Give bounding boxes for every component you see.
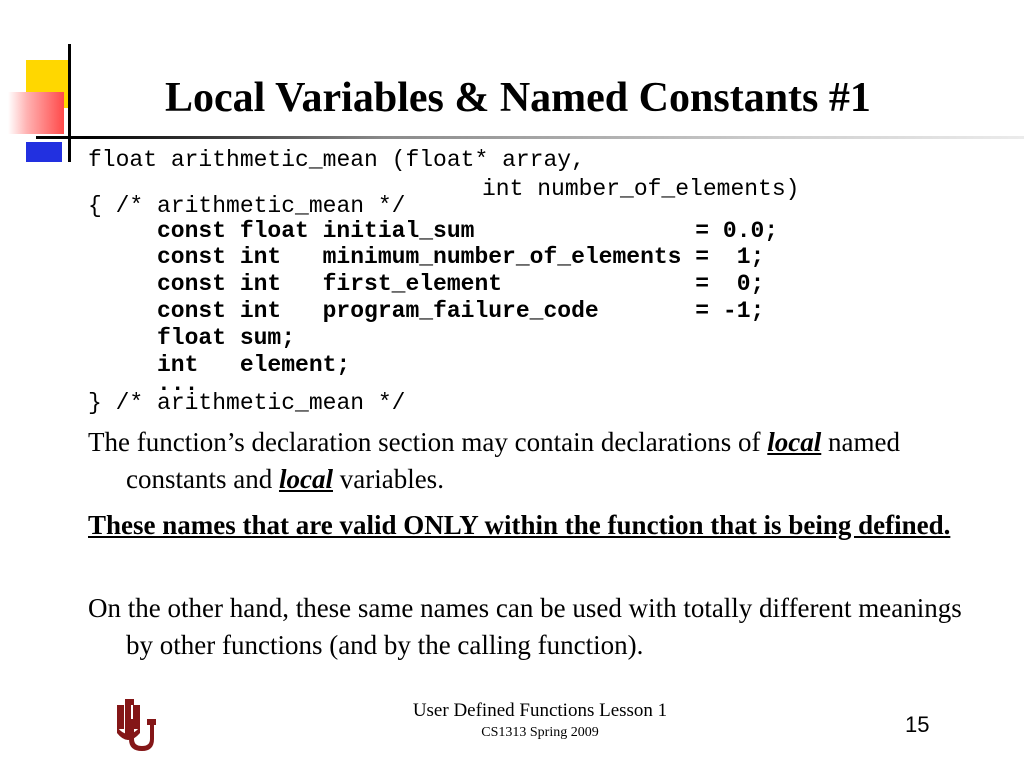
code-declaration-line: const int minimum_number_of_elements = 1; [157, 244, 765, 270]
slide-title: Local Variables & Named Constants #1 [165, 75, 871, 121]
decor-vertical-line [68, 44, 71, 162]
code-declaration-line: int element; [157, 352, 351, 378]
code-signature-line: float arithmetic_mean (float* array, [88, 147, 585, 173]
code-ellipsis: ... [157, 371, 199, 397]
para1-text: The function’s declaration section may contain declarations of [88, 427, 768, 457]
footer-title: User Defined Functions Lesson 1 [412, 700, 668, 721]
para1-text: variables. [332, 464, 444, 494]
paragraph-other-functions: On the other hand, these same names can be used with totally different meanings by other functions (and by the calling function). [88, 593, 962, 660]
footer-subtitle: CS1313 Spring 2009 [481, 725, 599, 740]
code-declaration-line: float sum; [157, 325, 296, 351]
code-parameter-line: int number_of_elements) [482, 176, 800, 202]
local-emphasis: local [278, 464, 333, 494]
code-declaration-line: const int first_element = 0; [157, 271, 765, 297]
ou-logo [112, 697, 156, 756]
para1-text: named constants and [126, 427, 900, 494]
decor-title-rule [36, 136, 1024, 139]
decor-red-square [8, 92, 64, 134]
page-number: 15 [905, 712, 930, 737]
code-declaration-line: const int program_failure_code = -1; [157, 298, 765, 324]
code-declaration-line: const float initial_sum = 0.0; [157, 218, 779, 244]
code-closing-line: } /* arithmetic_mean */ [88, 390, 406, 416]
decor-blue-square [26, 142, 62, 162]
code-open-brace-line: { /* arithmetic_mean */ [88, 193, 406, 219]
paragraph-declarations [88, 424, 986, 498]
paragraph-scope-rule: These names that are valid ONLY within the function that is being defined. [88, 510, 951, 540]
local-emphasis: local [767, 427, 822, 457]
